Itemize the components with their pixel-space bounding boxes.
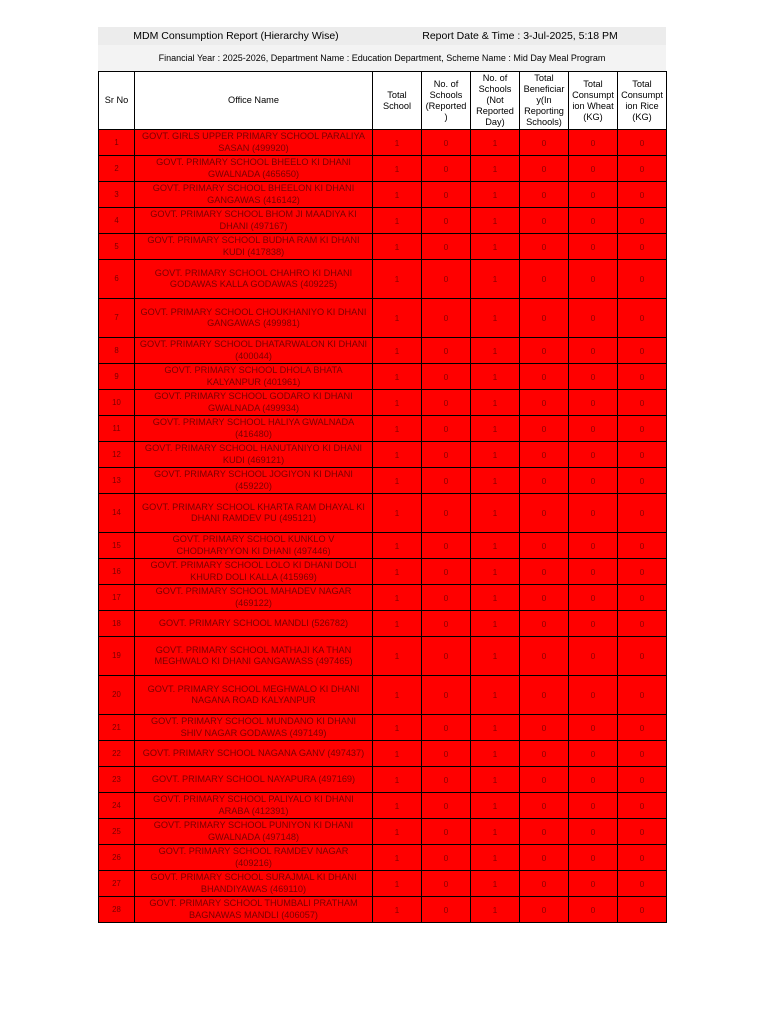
table-row [99, 585, 667, 611]
rice-cell: 0 [618, 442, 667, 468]
rice-cell: 0 [618, 585, 667, 611]
wheat-cell: 0 [569, 871, 618, 897]
office-name-cell: GOVT. PRIMARY SCHOOL BUDHA RAM KI DHANI KUDI (417838) [135, 234, 373, 260]
total-school-cell: 1 [373, 559, 422, 585]
beneficiary-cell: 0 [520, 585, 569, 611]
table-row [99, 871, 667, 897]
total-school-cell: 1 [373, 871, 422, 897]
office-name-cell: GOVT. PRIMARY SCHOOL PALIYALO KI DHANI ARABA (412391) [135, 793, 373, 819]
beneficiary-cell: 0 [520, 494, 569, 533]
office-name-cell: GOVT. PRIMARY SCHOOL THUMBALI PRATHAM BAGNAWAS MANDLI (406057) [135, 897, 373, 923]
total-school-cell: 1 [373, 416, 422, 442]
office-name-cell: GOVT. PRIMARY SCHOOL MUNDANO KI DHANI SHIV NAGAR GODAWAS (497149) [135, 715, 373, 741]
office-name-cell: GOVT. PRIMARY SCHOOL MAHADEV NAGAR (469122) [135, 585, 373, 611]
not-reported-cell: 1 [471, 260, 520, 299]
sr-no-cell: 23 [99, 767, 135, 793]
reported-cell: 0 [422, 637, 471, 676]
wheat-cell: 0 [569, 260, 618, 299]
rice-cell: 0 [618, 234, 667, 260]
rice-cell: 0 [618, 364, 667, 390]
beneficiary-cell: 0 [520, 364, 569, 390]
beneficiary-cell: 0 [520, 442, 569, 468]
table-row [99, 390, 667, 416]
reported-cell: 0 [422, 585, 471, 611]
beneficiary-cell: 0 [520, 416, 569, 442]
rice-cell: 0 [618, 741, 667, 767]
not-reported-cell: 1 [471, 845, 520, 871]
wheat-cell: 0 [569, 182, 618, 208]
reported-cell: 0 [422, 533, 471, 559]
beneficiary-cell: 0 [520, 234, 569, 260]
not-reported-cell: 1 [471, 897, 520, 923]
total-school-cell: 1 [373, 182, 422, 208]
total-school-cell: 1 [373, 637, 422, 676]
not-reported-cell: 1 [471, 416, 520, 442]
rice-cell: 0 [618, 299, 667, 338]
not-reported-cell: 1 [471, 468, 520, 494]
sr-no-cell: 8 [99, 338, 135, 364]
beneficiary-cell: 0 [520, 260, 569, 299]
office-name-cell: GOVT. PRIMARY SCHOOL BHOM JI MAADIYA KI DHANI (497167) [135, 208, 373, 234]
total-school-cell: 1 [373, 676, 422, 715]
total-school-cell: 1 [373, 845, 422, 871]
reported-cell: 0 [422, 793, 471, 819]
table-row [99, 364, 667, 390]
reported-cell: 0 [422, 845, 471, 871]
total-school-cell: 1 [373, 468, 422, 494]
sr-no-cell: 10 [99, 390, 135, 416]
sr-no-cell: 13 [99, 468, 135, 494]
rice-cell: 0 [618, 559, 667, 585]
reported-cell: 0 [422, 338, 471, 364]
beneficiary-cell: 0 [520, 676, 569, 715]
beneficiary-cell: 0 [520, 156, 569, 182]
wheat-cell: 0 [569, 559, 618, 585]
total-school-cell: 1 [373, 533, 422, 559]
rice-cell: 0 [618, 208, 667, 234]
table-row [99, 182, 667, 208]
sr-no-cell: 5 [99, 234, 135, 260]
rice-cell: 0 [618, 390, 667, 416]
beneficiary-cell: 0 [520, 845, 569, 871]
sr-no-cell: 7 [99, 299, 135, 338]
reported-cell: 0 [422, 611, 471, 637]
wheat-cell: 0 [569, 208, 618, 234]
rice-cell: 0 [618, 182, 667, 208]
beneficiary-cell: 0 [520, 390, 569, 416]
table-row [99, 442, 667, 468]
wheat-cell: 0 [569, 364, 618, 390]
rice-cell: 0 [618, 767, 667, 793]
table-row [99, 845, 667, 871]
office-name-cell: GOVT. PRIMARY SCHOOL DHOLA BHATA KALYANPUR (401961) [135, 364, 373, 390]
reported-cell: 0 [422, 234, 471, 260]
table-row [99, 715, 667, 741]
office-name-cell: GOVT. PRIMARY SCHOOL MEGHWALO KI DHANI NAGANA ROAD KALYANPUR [135, 676, 373, 715]
not-reported-cell: 1 [471, 559, 520, 585]
not-reported-cell: 1 [471, 130, 520, 156]
sr-no-cell: 25 [99, 819, 135, 845]
wheat-cell: 0 [569, 676, 618, 715]
col-header-wheat: Total Consumpt ion Wheat (KG) [569, 72, 618, 130]
beneficiary-cell: 0 [520, 819, 569, 845]
wheat-cell: 0 [569, 299, 618, 338]
not-reported-cell: 1 [471, 182, 520, 208]
wheat-cell: 0 [569, 156, 618, 182]
office-name-cell: GOVT. PRIMARY SCHOOL NAGANA GANV (497437) [135, 741, 373, 767]
wheat-cell: 0 [569, 793, 618, 819]
sr-no-cell: 28 [99, 897, 135, 923]
rice-cell: 0 [618, 338, 667, 364]
table-row [99, 637, 667, 676]
not-reported-cell: 1 [471, 390, 520, 416]
wheat-cell: 0 [569, 585, 618, 611]
rice-cell: 0 [618, 468, 667, 494]
rice-cell: 0 [618, 494, 667, 533]
not-reported-cell: 1 [471, 208, 520, 234]
office-name-cell: GOVT. PRIMARY SCHOOL BHEELO KI DHANI GWALNADA (465650) [135, 156, 373, 182]
reported-cell: 0 [422, 494, 471, 533]
beneficiary-cell: 0 [520, 871, 569, 897]
table-row [99, 130, 667, 156]
wheat-cell: 0 [569, 234, 618, 260]
not-reported-cell: 1 [471, 156, 520, 182]
sr-no-cell: 9 [99, 364, 135, 390]
not-reported-cell: 1 [471, 585, 520, 611]
total-school-cell: 1 [373, 338, 422, 364]
wheat-cell: 0 [569, 637, 618, 676]
wheat-cell: 0 [569, 897, 618, 923]
not-reported-cell: 1 [471, 715, 520, 741]
col-header-sr-no: Sr No [99, 72, 135, 130]
office-name-cell: GOVT. PRIMARY SCHOOL KHARTA RAM DHAYAL KI DHANI RAMDEV PU (495121) [135, 494, 373, 533]
total-school-cell: 1 [373, 715, 422, 741]
beneficiary-cell: 0 [520, 208, 569, 234]
sr-no-cell: 1 [99, 130, 135, 156]
total-school-cell: 1 [373, 611, 422, 637]
beneficiary-cell: 0 [520, 299, 569, 338]
not-reported-cell: 1 [471, 819, 520, 845]
wheat-cell: 0 [569, 494, 618, 533]
rice-cell: 0 [618, 897, 667, 923]
reported-cell: 0 [422, 767, 471, 793]
office-name-cell: GOVT. PRIMARY SCHOOL MATHAJI KA THAN MEGHWALO KI DHANI GANGAWASS (497465) [135, 637, 373, 676]
wheat-cell: 0 [569, 130, 618, 156]
not-reported-cell: 1 [471, 741, 520, 767]
total-school-cell: 1 [373, 741, 422, 767]
reported-cell: 0 [422, 130, 471, 156]
rice-cell: 0 [618, 793, 667, 819]
total-school-cell: 1 [373, 390, 422, 416]
not-reported-cell: 1 [471, 611, 520, 637]
not-reported-cell: 1 [471, 871, 520, 897]
rice-cell: 0 [618, 676, 667, 715]
total-school-cell: 1 [373, 299, 422, 338]
office-name-cell: GOVT. PRIMARY SCHOOL CHOUKHANIYO KI DHANI GANGAWAS (499981) [135, 299, 373, 338]
office-name-cell: GOVT. PRIMARY SCHOOL HANUTANIYO KI DHANI KUDI (469121) [135, 442, 373, 468]
sr-no-cell: 26 [99, 845, 135, 871]
rice-cell: 0 [618, 871, 667, 897]
rice-cell: 0 [618, 715, 667, 741]
reported-cell: 0 [422, 364, 471, 390]
report-date-time: Report Date & Time : 3-Jul-2025, 5:18 PM [422, 30, 618, 42]
reported-cell: 0 [422, 416, 471, 442]
reported-cell: 0 [422, 156, 471, 182]
table-row [99, 676, 667, 715]
sr-no-cell: 24 [99, 793, 135, 819]
report-page [98, 27, 666, 923]
table-row [99, 767, 667, 793]
beneficiary-cell: 0 [520, 637, 569, 676]
sr-no-cell: 17 [99, 585, 135, 611]
not-reported-cell: 1 [471, 338, 520, 364]
wheat-cell: 0 [569, 533, 618, 559]
rice-cell: 0 [618, 845, 667, 871]
sr-no-cell: 19 [99, 637, 135, 676]
reported-cell: 0 [422, 208, 471, 234]
table-row [99, 416, 667, 442]
office-name-cell: GOVT. GIRLS UPPER PRIMARY SCHOOL PARALIYA SASAN (499920) [135, 130, 373, 156]
sr-no-cell: 12 [99, 442, 135, 468]
beneficiary-cell: 0 [520, 767, 569, 793]
total-school-cell: 1 [373, 130, 422, 156]
wheat-cell: 0 [569, 468, 618, 494]
rice-cell: 0 [618, 819, 667, 845]
reported-cell: 0 [422, 559, 471, 585]
wheat-cell: 0 [569, 611, 618, 637]
wheat-cell: 0 [569, 741, 618, 767]
beneficiary-cell: 0 [520, 338, 569, 364]
wheat-cell: 0 [569, 416, 618, 442]
total-school-cell: 1 [373, 442, 422, 468]
reported-cell: 0 [422, 390, 471, 416]
not-reported-cell: 1 [471, 299, 520, 338]
col-header-rice: Total Consumpt ion Rice (KG) [618, 72, 667, 130]
total-school-cell: 1 [373, 156, 422, 182]
reported-cell: 0 [422, 442, 471, 468]
table-body [99, 130, 667, 923]
beneficiary-cell: 0 [520, 559, 569, 585]
rice-cell: 0 [618, 637, 667, 676]
wheat-cell: 0 [569, 715, 618, 741]
total-school-cell: 1 [373, 793, 422, 819]
wheat-cell: 0 [569, 767, 618, 793]
col-header-office-name: Office Name [135, 72, 373, 130]
beneficiary-cell: 0 [520, 793, 569, 819]
sr-no-cell: 27 [99, 871, 135, 897]
reported-cell: 0 [422, 182, 471, 208]
office-name-cell: GOVT. PRIMARY SCHOOL LOLO KI DHANI DOLI KHURD DOLI KALLA (415969) [135, 559, 373, 585]
table-row [99, 793, 667, 819]
office-name-cell: GOVT. PRIMARY SCHOOL HALIYA GWALNADA (416480) [135, 416, 373, 442]
office-name-cell: GOVT. PRIMARY SCHOOL MANDLI (526782) [135, 611, 373, 637]
total-school-cell: 1 [373, 897, 422, 923]
office-name-cell: GOVT. PRIMARY SCHOOL PUNIYON KI DHANI GWALNADA (497148) [135, 819, 373, 845]
reported-cell: 0 [422, 715, 471, 741]
reported-cell: 0 [422, 819, 471, 845]
beneficiary-cell: 0 [520, 182, 569, 208]
table-row [99, 260, 667, 299]
not-reported-cell: 1 [471, 533, 520, 559]
reported-cell: 0 [422, 871, 471, 897]
not-reported-cell: 1 [471, 364, 520, 390]
beneficiary-cell: 0 [520, 897, 569, 923]
sr-no-cell: 14 [99, 494, 135, 533]
beneficiary-cell: 0 [520, 130, 569, 156]
wheat-cell: 0 [569, 338, 618, 364]
total-school-cell: 1 [373, 260, 422, 299]
office-name-cell: GOVT. PRIMARY SCHOOL GODARO KI DHANI GWALNADA (499934) [135, 390, 373, 416]
sr-no-cell: 15 [99, 533, 135, 559]
total-school-cell: 1 [373, 819, 422, 845]
table-row [99, 897, 667, 923]
total-school-cell: 1 [373, 494, 422, 533]
total-school-cell: 1 [373, 364, 422, 390]
total-school-cell: 1 [373, 234, 422, 260]
office-name-cell: GOVT. PRIMARY SCHOOL RAMDEV NAGAR (409216) [135, 845, 373, 871]
office-name-cell: GOVT. PRIMARY SCHOOL BHEELON KI DHANI GANGAWAS (416142) [135, 182, 373, 208]
sr-no-cell: 3 [99, 182, 135, 208]
report-title: MDM Consumption Report (Hierarchy Wise) [133, 30, 339, 42]
office-name-cell: GOVT. PRIMARY SCHOOL KUNKLO V CHODHARYYON KI DHANI (497446) [135, 533, 373, 559]
table-row [99, 156, 667, 182]
table-row [99, 208, 667, 234]
reported-cell: 0 [422, 897, 471, 923]
rice-cell: 0 [618, 611, 667, 637]
rice-cell: 0 [618, 130, 667, 156]
sr-no-cell: 4 [99, 208, 135, 234]
col-header-total-school: Total School [373, 72, 422, 130]
wheat-cell: 0 [569, 390, 618, 416]
table-row [99, 468, 667, 494]
col-header-not-reported: No. of Schools (Not Reported Day) [471, 72, 520, 130]
col-header-beneficiary: Total Beneficiar y(In Reporting Schools) [520, 72, 569, 130]
sr-no-cell: 18 [99, 611, 135, 637]
table-row [99, 338, 667, 364]
table-row [99, 234, 667, 260]
col-header-reported: No. of Schools (Reported ) [422, 72, 471, 130]
table-row [99, 559, 667, 585]
wheat-cell: 0 [569, 442, 618, 468]
report-header [98, 27, 666, 45]
reported-cell: 0 [422, 260, 471, 299]
table-row [99, 819, 667, 845]
reported-cell: 0 [422, 741, 471, 767]
table-header-row [99, 72, 667, 130]
sr-no-cell: 11 [99, 416, 135, 442]
not-reported-cell: 1 [471, 767, 520, 793]
sr-no-cell: 21 [99, 715, 135, 741]
table-row [99, 741, 667, 767]
reported-cell: 0 [422, 299, 471, 338]
rice-cell: 0 [618, 533, 667, 559]
beneficiary-cell: 0 [520, 741, 569, 767]
table-row [99, 533, 667, 559]
total-school-cell: 1 [373, 767, 422, 793]
rice-cell: 0 [618, 260, 667, 299]
sr-no-cell: 20 [99, 676, 135, 715]
sr-no-cell: 2 [99, 156, 135, 182]
not-reported-cell: 1 [471, 637, 520, 676]
beneficiary-cell: 0 [520, 533, 569, 559]
sr-no-cell: 6 [99, 260, 135, 299]
report-subtitle: Financial Year : 2025-2026, Department Name : Education Department, Scheme Name : Mid Day Meal Program [98, 45, 666, 71]
not-reported-cell: 1 [471, 442, 520, 468]
reported-cell: 0 [422, 468, 471, 494]
beneficiary-cell: 0 [520, 611, 569, 637]
wheat-cell: 0 [569, 819, 618, 845]
not-reported-cell: 1 [471, 676, 520, 715]
beneficiary-cell: 0 [520, 468, 569, 494]
office-name-cell: GOVT. PRIMARY SCHOOL SURAJMAL KI DHANI BHANDIYAWAS (469110) [135, 871, 373, 897]
reported-cell: 0 [422, 676, 471, 715]
not-reported-cell: 1 [471, 793, 520, 819]
beneficiary-cell: 0 [520, 715, 569, 741]
table-row [99, 299, 667, 338]
sr-no-cell: 16 [99, 559, 135, 585]
table-row [99, 494, 667, 533]
rice-cell: 0 [618, 156, 667, 182]
office-name-cell: GOVT. PRIMARY SCHOOL CHAHRO KI DHANI GODAWAS KALLA GODAWAS (409225) [135, 260, 373, 299]
rice-cell: 0 [618, 416, 667, 442]
total-school-cell: 1 [373, 208, 422, 234]
sr-no-cell: 22 [99, 741, 135, 767]
consumption-table [98, 71, 667, 923]
not-reported-cell: 1 [471, 494, 520, 533]
not-reported-cell: 1 [471, 234, 520, 260]
table-row [99, 611, 667, 637]
office-name-cell: GOVT. PRIMARY SCHOOL JOGIYON KI DHANI (459220) [135, 468, 373, 494]
wheat-cell: 0 [569, 845, 618, 871]
office-name-cell: GOVT. PRIMARY SCHOOL NAYAPURA (497169) [135, 767, 373, 793]
office-name-cell: GOVT. PRIMARY SCHOOL DHATARWALON KI DHANI (400044) [135, 338, 373, 364]
total-school-cell: 1 [373, 585, 422, 611]
